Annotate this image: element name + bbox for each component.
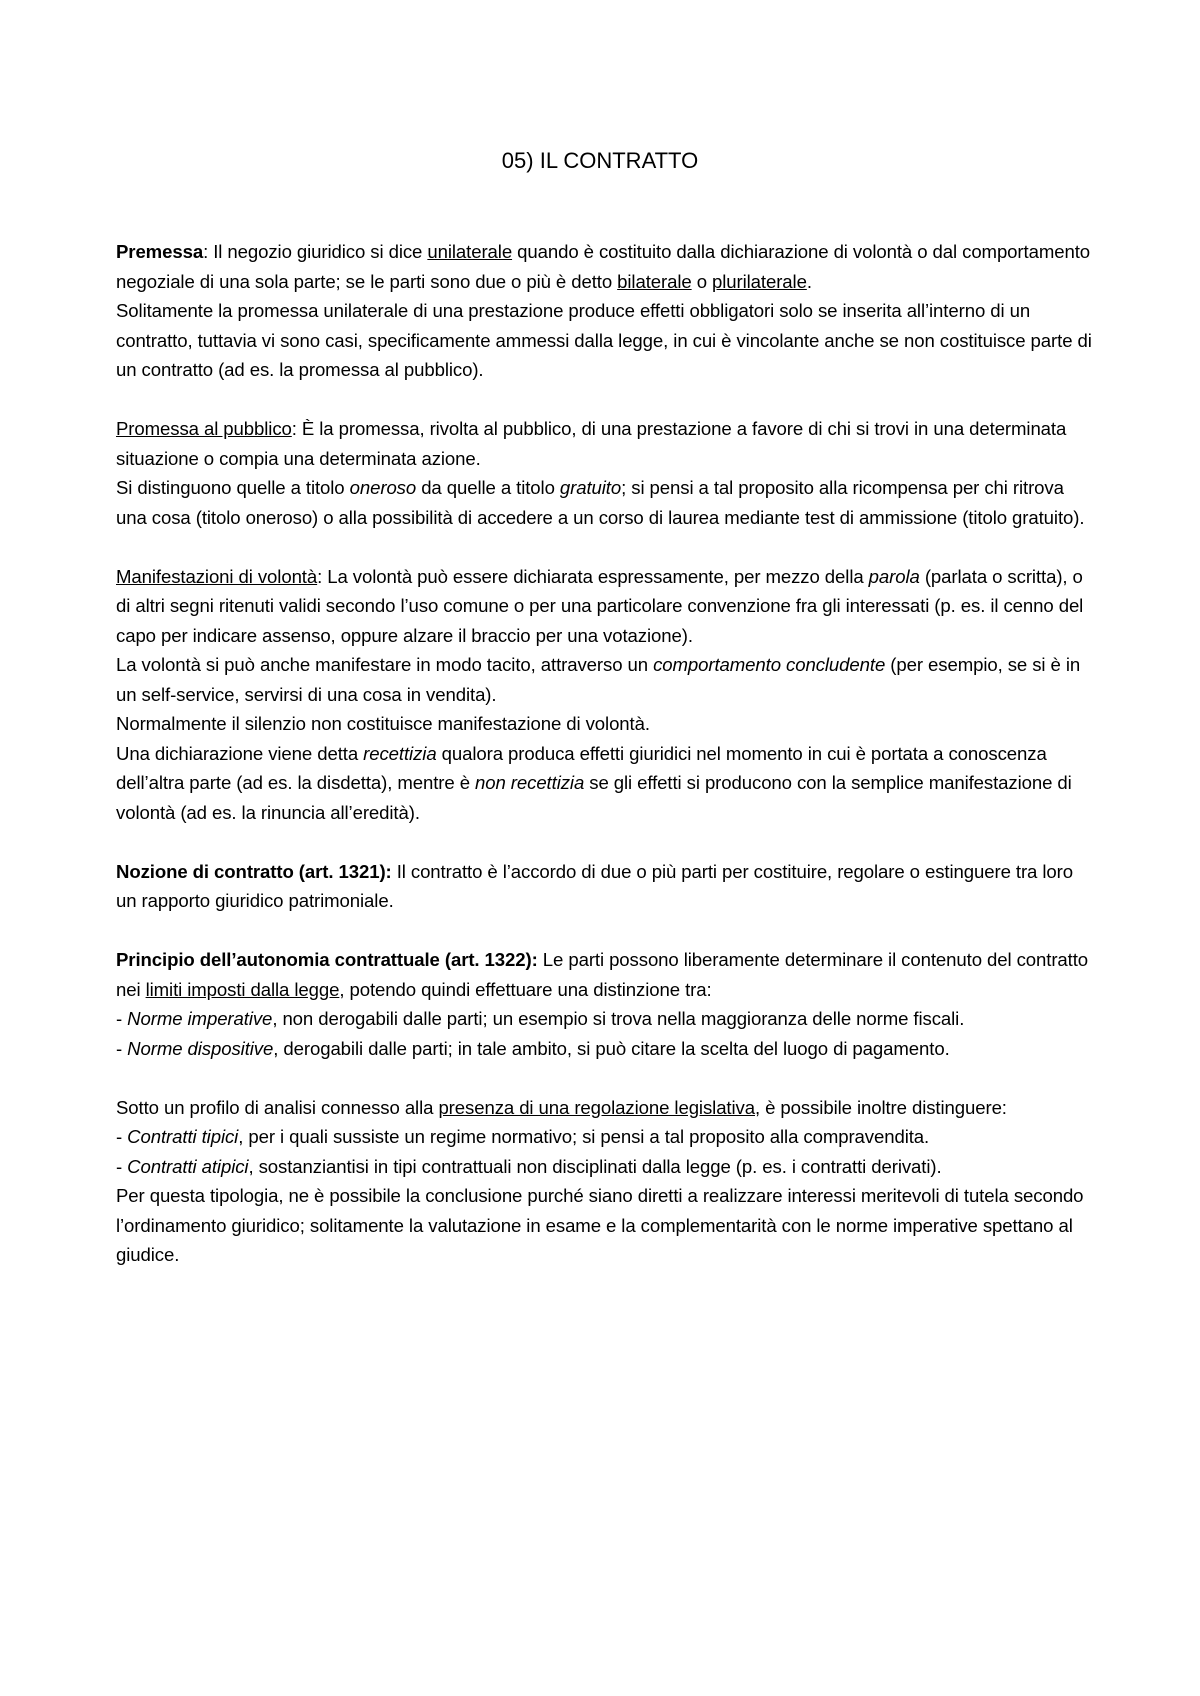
- bullet-dash: -: [116, 1037, 128, 1059]
- profilo-paragraph: [116, 1093, 1094, 1123]
- term-gratuito: gratuito: [559, 477, 622, 498]
- profilo-paragraph-4: Per questa tipologia, ne è possibile la conclusione purché siano diretti a realizzare interessi meritevoli di tutela secondo l’ordinamento giuridico; solitamente la valutazione in esame e la complementarità con le norme imperative spettano al giudice.: [116, 1185, 1084, 1265]
- term-recettizia: recettizia: [363, 742, 437, 764]
- text: : La volontà può essere dichiarata espressamente, per mezzo della: [317, 565, 869, 587]
- manifestazioni-paragraph-3: Normalmente il silenzio non costituisce manifestazione di volontà.: [116, 713, 650, 734]
- text: Le parti possono liberamente determinare il contenuto del contratto nei: [116, 949, 1089, 1000]
- term-limiti-legge: limiti imposti dalla legge: [145, 978, 340, 1000]
- text: : Il negozio giuridico si dice: [203, 241, 428, 262]
- nozione-label: Nozione di contratto (art. 1321):: [116, 860, 392, 882]
- list-item: [116, 1152, 1094, 1182]
- section-manifestazioni: [116, 562, 1094, 828]
- text: , derogabili dalle parti; in tale ambito, si può citare la scelta del luogo di pagamento.: [273, 1037, 950, 1059]
- text: La volontà si può anche manifestare in modo tacito, attraverso un: [116, 654, 654, 675]
- page-title: 05) IL CONTRATTO: [501, 148, 699, 173]
- list-item: [116, 1122, 1094, 1152]
- text: (parlata o scritta), o di altri segni ritenuti validi secondo l’uso comune o per una particolare convenzione fra gli interessati (p. es. il cenno del capo per indicare assenso, oppure alzare il braccio per una votazione).: [116, 565, 1084, 646]
- text: da quelle a titolo: [416, 477, 560, 498]
- text: Una dichiarazione viene detta: [116, 742, 364, 764]
- term-comportamento-concludente: comportamento concludente: [653, 654, 886, 675]
- term-contratti-tipici: Contratti tipici: [127, 1126, 239, 1147]
- term-non-recettizia: non recettizia: [475, 772, 585, 793]
- term-parola: parola: [868, 565, 920, 587]
- text: , è possibile inoltre distinguere:: [754, 1096, 1007, 1118]
- text: , per i quali sussiste un regime normativo; si pensi a tal proposito alla compravendita.: [238, 1126, 930, 1147]
- text: qualora produca effetti giuridici nel momento in cui è portata a conoscenza dell’altra parte (ad es. la disdetta), mentre è: [116, 742, 1047, 793]
- text: Sotto un profilo di analisi connesso alla: [116, 1096, 439, 1118]
- term-norme-dispositive: Norme dispositive: [127, 1037, 274, 1059]
- bullet-dash: -: [116, 1008, 128, 1029]
- text: Il contratto è l’accordo di due o più parti per costituire, regolare o estinguere tra loro un rapporto giuridico patrimoniale.: [116, 860, 1073, 911]
- term-unilaterale: unilaterale: [427, 241, 513, 262]
- term-oneroso: oneroso: [349, 477, 417, 498]
- text: se gli effetti si producono con la semplice manifestazione di volontà (ad es. la rinuncia all’eredità).: [116, 772, 1072, 823]
- term-norme-imperative: Norme imperative: [127, 1008, 273, 1029]
- term-plurilaterale: plurilaterale: [712, 270, 807, 292]
- section-autonomia: [116, 945, 1094, 1063]
- text: , potendo quindi effettuare una distinzione tra:: [339, 978, 712, 1000]
- section-premessa: [116, 237, 1094, 385]
- manifestazioni-paragraph-4: [116, 739, 1094, 828]
- autonomia-label: Principio dell’autonomia contrattuale (art. 1322):: [116, 949, 538, 970]
- autonomia-paragraph: [116, 945, 1094, 1004]
- section-profilo: [116, 1093, 1094, 1270]
- text: ; si pensi a tal proposito alla ricompensa per chi ritrova una cosa (titolo oneroso) o alla possibilità di accedere a un corso di laurea mediante test di ammissione (titolo gratuito).: [116, 477, 1085, 528]
- text: Si distinguono quelle a titolo: [116, 477, 350, 498]
- term-regolazione-legislativa: presenza di una regolazione legislativa: [438, 1096, 755, 1118]
- list-item: [116, 1034, 1094, 1064]
- premessa-paragraph-2: Solitamente la promessa unilaterale di una prestazione produce effetti obbligatori solo se inserita all’interno di un contratto, tuttavia vi sono casi, specificamente ammessi dalla legge, in cui è vincolante anche se non costituisce parte di un contratto (ad es. la promessa al pubblico).: [116, 300, 1092, 380]
- text: , sostanziantisi in tipi contrattuali non disciplinati dalla legge (p. es. i contratti derivati).: [248, 1155, 942, 1177]
- section-promessa-pubblico: [116, 414, 1094, 532]
- text: o: [691, 270, 712, 292]
- list-item: [116, 1004, 1094, 1034]
- promessa-paragraph: [116, 414, 1094, 473]
- bullet-dash: -: [116, 1126, 128, 1147]
- text: : È la promessa, rivolta al pubblico, di una prestazione a favore di chi si trovi in una determinata situazione o compia una determinata azione.: [116, 418, 1067, 469]
- document-body: [116, 237, 1094, 1299]
- premessa-paragraph: [116, 237, 1094, 296]
- text: .: [806, 270, 812, 292]
- term-bilaterale: bilaterale: [617, 270, 692, 292]
- promessa-paragraph-2: [116, 473, 1094, 532]
- text: (per esempio, se si è in un self-service, servirsi di una cosa in vendita).: [116, 654, 1081, 705]
- term-contratti-atipici: Contratti atipici: [127, 1155, 249, 1177]
- promessa-label: Promessa al pubblico: [116, 418, 292, 439]
- manifestazioni-label: Manifestazioni di volontà: [116, 565, 318, 587]
- nozione-paragraph: [116, 857, 1094, 916]
- text: , non derogabili dalle parti; un esempio si trova nella maggioranza delle norme fiscali.: [272, 1008, 965, 1029]
- manifestazioni-paragraph: [116, 562, 1094, 651]
- text: quando è costituito dalla dichiarazione di volontà o dal comportamento negoziale di una sola parte; se le parti sono due o più è detto: [116, 241, 1091, 292]
- manifestazioni-paragraph-2: [116, 650, 1094, 709]
- premessa-label: Premessa: [116, 241, 204, 262]
- bullet-dash: -: [116, 1155, 128, 1177]
- section-nozione: [116, 857, 1094, 916]
